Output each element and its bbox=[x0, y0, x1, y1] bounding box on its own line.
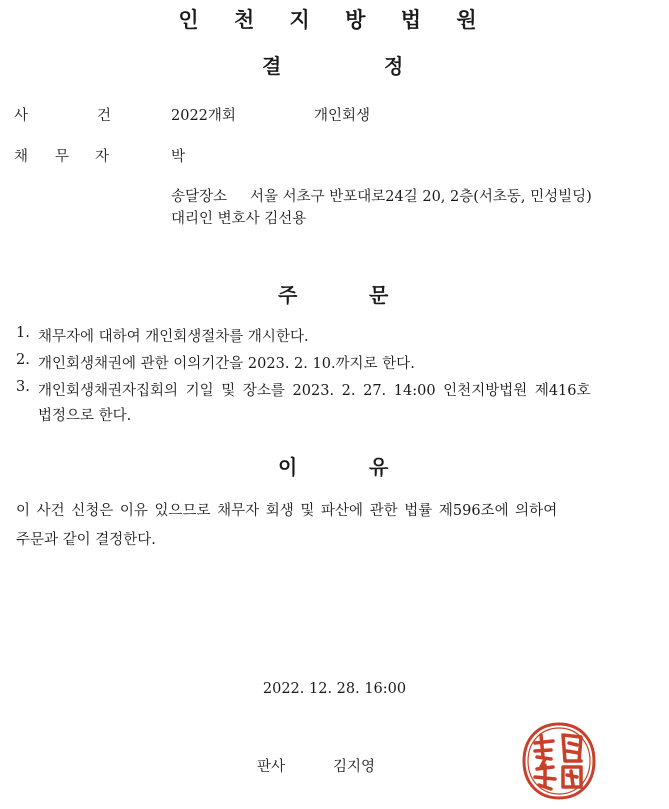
doc-title-char-1: 결 bbox=[262, 54, 282, 78]
case-label-char-2: 건 bbox=[97, 108, 112, 124]
order-heading-char-2: 문 bbox=[369, 283, 389, 307]
case-number: 2022개회 bbox=[171, 108, 236, 124]
court-name: 인 천 지 방 법 원 bbox=[178, 8, 491, 32]
debtor-label-char-3: 자 bbox=[95, 149, 110, 165]
judge-title: 판사 bbox=[257, 759, 286, 775]
debtor-label-char-2: 무 bbox=[55, 149, 70, 165]
case-label-char-1: 사 bbox=[14, 108, 29, 124]
order-heading-char-1: 주 bbox=[278, 283, 298, 307]
address-value: 서울 서초구 반포대로24길 20, 2층(서초동, 민성빌딩) bbox=[250, 189, 592, 205]
order-item-1-text: 채무자에 대하여 개인회생절차를 개시한다. bbox=[38, 329, 309, 345]
order-item-2-text: 개인회생채권에 관한 이의기간을 2023. 2. 10.까지로 한다. bbox=[38, 356, 415, 372]
reason-line-1: 이 사건 신청은 이유 있으므로 채무자 회생 및 파산에 관한 법률 제596조에 의하여 bbox=[16, 503, 558, 519]
agent: 대리인 변호사 김선용 bbox=[171, 211, 307, 227]
case-type: 개인회생 bbox=[314, 108, 371, 124]
judge-name: 김지영 bbox=[333, 759, 376, 775]
judge-seal-stamp bbox=[521, 721, 597, 801]
order-item-3-text: 개인회생채권자집회의 기일 및 장소를 2023. 2. 27. 14:00 인천지방법원 제416호 bbox=[38, 383, 591, 399]
decision-datetime: 2022. 12. 28. 16:00 bbox=[262, 681, 407, 697]
order-item-1-number: 1. bbox=[16, 325, 30, 341]
order-item-2-number: 2. bbox=[16, 352, 30, 368]
reason-heading-char-2: 유 bbox=[369, 455, 389, 479]
debtor-label-char-1: 채 bbox=[14, 149, 29, 165]
debtor-name: 박 bbox=[171, 149, 186, 165]
order-item-3-number: 3. bbox=[16, 379, 30, 395]
reason-line-2: 주문과 같이 결정한다. bbox=[16, 532, 156, 548]
address-label: 송달장소 bbox=[171, 189, 228, 205]
doc-title-char-2: 정 bbox=[384, 54, 404, 78]
reason-heading-char-1: 이 bbox=[278, 455, 298, 479]
order-item-3-text-continued: 법정으로 한다. bbox=[38, 408, 132, 424]
